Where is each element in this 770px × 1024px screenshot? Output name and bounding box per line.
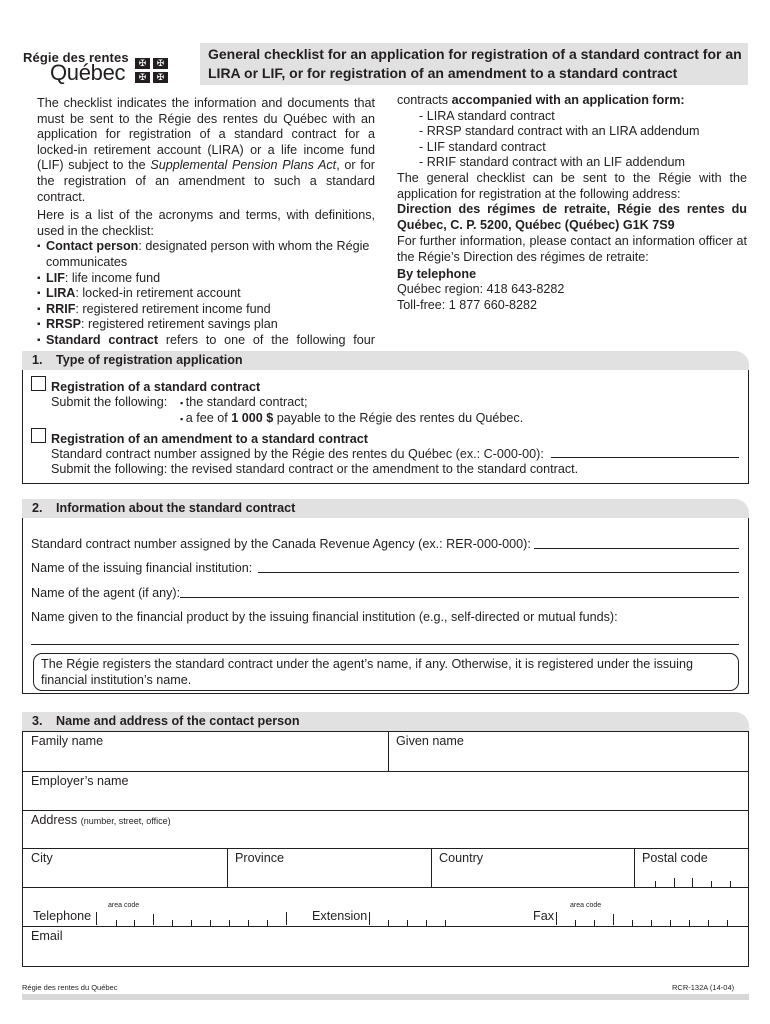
amendment-checkbox[interactable] [31, 428, 46, 443]
regie-contract-number-input[interactable] [551, 457, 739, 458]
postal-tick [692, 878, 693, 887]
definition-item [37, 333, 375, 349]
product-name-label: Name given to the financial product by the issuing financial institution (e.g., self-directed or mutual funds): [31, 610, 618, 624]
city-field[interactable] [22, 848, 228, 888]
submit-item: ▪ the standard contract; [180, 395, 308, 409]
send-instructions: The general checklist can be sent to the Régie with the application for registration at the following address: [397, 170, 747, 201]
field-label: Employer’s name [31, 774, 129, 788]
option-2-title: Registration of an amendment to a standard contract [51, 432, 368, 446]
field-label: Given name [396, 734, 464, 748]
section-number: 3. [32, 714, 43, 728]
country-field[interactable] [431, 848, 635, 888]
agent-label: Name of the agent (if any): [31, 586, 181, 600]
field-label: Province [235, 851, 284, 865]
page-title [208, 45, 746, 83]
submit-item-text: the standard contract; [185, 395, 308, 409]
def-term: Contact person [46, 239, 139, 254]
def-term: Standard contract [46, 332, 159, 347]
intro-text-end: , or for the registration of an amendment to such a standard contract. [37, 158, 375, 204]
definition-item [37, 317, 375, 333]
fee-amount: 1 000 $ [231, 411, 274, 425]
def-text: : life income fund [64, 270, 161, 285]
fax-start-bar [556, 912, 557, 925]
by-telephone-label: By telephone [397, 266, 477, 281]
definition-item [37, 239, 375, 270]
def-term: LIRA [46, 286, 76, 301]
fleur-de-lis-icon: ✠ [135, 72, 150, 83]
section-3-header [22, 712, 749, 731]
act-name: Supplemental Pension Plans Act [150, 158, 337, 173]
section-2-header [22, 499, 749, 518]
field-label: Address [31, 813, 78, 827]
product-name-input[interactable] [31, 644, 739, 645]
family-name-field[interactable] [22, 731, 389, 772]
form-code: RCR-132A (14-04) [672, 983, 735, 992]
def-text: : locked-in retirement account [75, 286, 241, 301]
def-term: RRSP [46, 317, 81, 332]
telephone-label: Telephone [33, 909, 92, 923]
area-code-label: area code [108, 902, 140, 909]
extension-label: Extension [312, 909, 368, 923]
contract-list-item: - RRSP standard contract with an LIRA addendum [419, 124, 700, 139]
field-label: Country [439, 851, 484, 865]
contracts-continued [397, 93, 747, 109]
title-line-2: LIRA or LIF, or for registration of an amendment to a standard contract [208, 65, 678, 81]
section-number: 1. [32, 353, 43, 367]
fee-post: payable to the Régie des rentes du Québec. [273, 411, 524, 425]
address-field[interactable] [22, 810, 749, 849]
regie-contract-number-label: Standard contract number assigned by the Régie des rentes du Québec (ex.: C-000-00): [51, 447, 544, 461]
field-label: Postal code [642, 851, 708, 865]
phone-tick [153, 914, 154, 925]
intro-right-column [397, 93, 747, 313]
cra-number-label: Standard contract number assigned by the Canada Revenue Agency (ex.: RER-000-000): [31, 537, 531, 551]
field-hint: (number, street, office) [80, 816, 171, 826]
def-text: : designated person with whom the Régie communicates [46, 239, 370, 269]
def-text: : registered retirement savings plan [81, 317, 278, 332]
intro-paragraph [37, 96, 375, 205]
cont-bold: accompanied with an application form: [451, 93, 685, 107]
postal-tick [674, 878, 675, 887]
fleur-de-lis-icon: ✠ [153, 72, 168, 83]
info-instructions: For further information, please contact an information officer at the Régie’s Direction des régimes de retraite: [397, 234, 747, 264]
contract-list-item: - RRIF standard contract with an LIF addendum [419, 155, 685, 170]
section-title: Information about the standard contract [56, 501, 296, 515]
logo-org-name: Régie des rentes [23, 50, 129, 65]
field-label: Family name [31, 734, 104, 748]
fax-area-code-label: area code [570, 902, 602, 909]
definition-item [37, 286, 375, 302]
email-field[interactable] [22, 926, 749, 967]
region-phone: Québec region: 418 643-8282 [397, 282, 565, 297]
option-1-title: Registration of a standard contract [51, 380, 261, 394]
def-text: refers to one of the following four [158, 332, 375, 347]
title-line-1: General checklist for an application for registration of a standard contract for an [208, 46, 742, 62]
fax-label: Fax [533, 909, 554, 923]
fleur-de-lis-icon: ✠ [135, 58, 150, 69]
contract-list-item: - LIRA standard contract [419, 108, 555, 123]
standard-contract-checkbox[interactable] [31, 376, 46, 391]
institution-label: Name of the issuing financial institution: [31, 561, 253, 575]
quebec-flag-icon [135, 58, 169, 83]
agent-input[interactable] [180, 597, 739, 598]
employer-field[interactable] [22, 771, 749, 811]
section-1-header [22, 351, 749, 370]
extension-start-bar [369, 912, 370, 925]
province-field[interactable] [227, 848, 432, 888]
fleur-de-lis-icon: ✠ [153, 58, 168, 69]
section-number: 2. [32, 501, 43, 515]
footer-org: Régie des rentes du Québec [22, 983, 118, 992]
section-title: Type of registration application [56, 353, 243, 367]
definition-item [37, 302, 375, 318]
footer-bar [22, 994, 749, 1000]
definition-item [37, 271, 375, 287]
logo-quebec: Québec [50, 60, 126, 85]
fee-pre: a fee of [185, 411, 232, 425]
def-term: RRIF [46, 301, 76, 316]
contract-list-item: - LIF standard contract [419, 139, 546, 154]
section-title: Name and address of the contact person [56, 714, 300, 728]
fee-item: ▪ a fee of 1 000 $ payable to the Régie des rentes du Québec. [180, 411, 524, 425]
phone-end-bar [286, 912, 287, 925]
intro-left-column [37, 96, 375, 349]
submit-label: Submit the following: [51, 395, 168, 409]
def-term: LIF [46, 270, 65, 285]
mailing-address: Direction des régimes de retraite, Régie des rentes du Québec, C. P. 5200, Québec (Québec) G1K 7S9 [397, 202, 747, 232]
tollfree-phone: Toll-free: 1 877 660-8282 [397, 297, 538, 312]
field-label: City [31, 851, 53, 865]
field-label: Email [31, 929, 63, 943]
def-text: : registered retirement income fund [75, 301, 271, 316]
cra-number-input[interactable] [534, 548, 739, 549]
amendment-submit: Submit the following: the revised standard contract or the amendment to the standard contract. [51, 462, 579, 476]
phone-start-bar [96, 912, 97, 925]
fax-tick [613, 914, 614, 925]
acronyms-intro: Here is a list of the acronyms and terms, with definitions, used in the checklist: [37, 208, 375, 238]
intro-text: The checklist indicates the information and documents that must be sent to the Régie des rentes du Québec with an application for registration of a standard contract for a locked-in retirement account (LIRA) or a life income fund (LIF) subject to the [37, 96, 375, 173]
institution-input[interactable] [258, 572, 739, 573]
given-name-field[interactable] [388, 731, 749, 772]
cont-text: contracts [397, 93, 452, 107]
registration-note: The Régie registers the standard contract under the agent’s name, if any. Otherwise, it is registered under the issuing financial institution’s name. [33, 653, 739, 691]
